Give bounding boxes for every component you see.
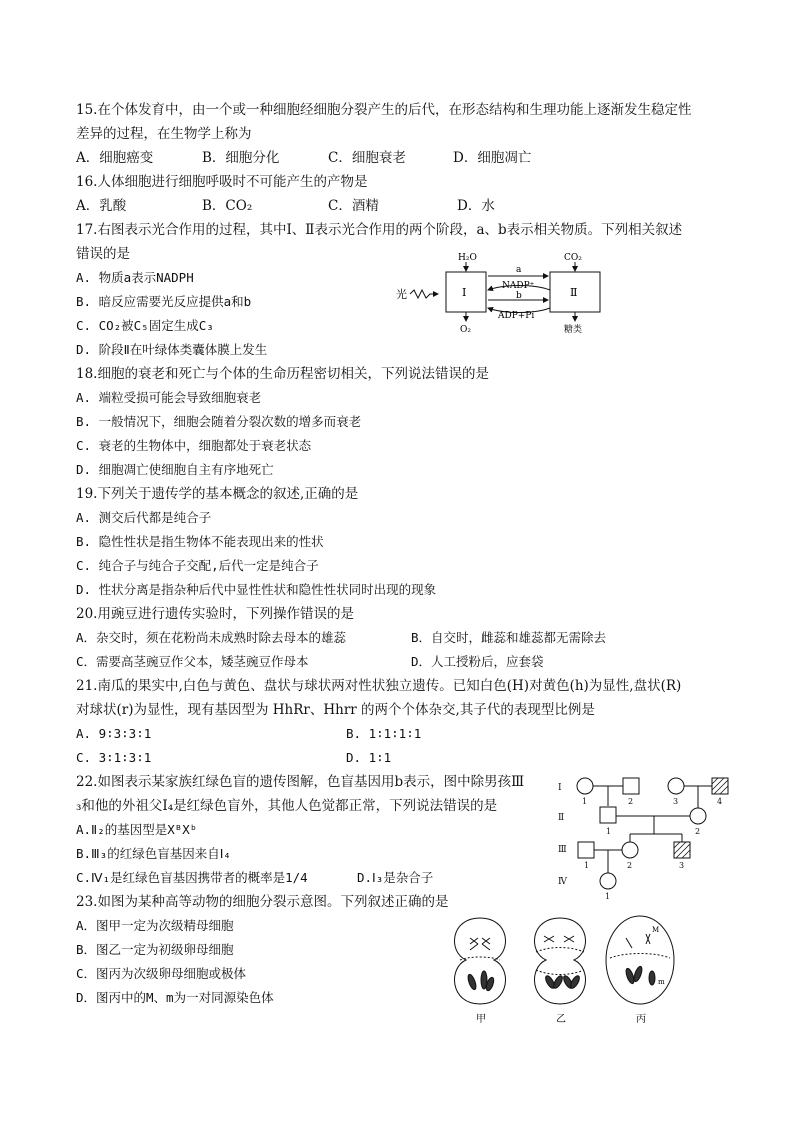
- q22-option-b: B.Ⅲ₃的红绿色盲基因来自Ⅰ₄: [76, 846, 231, 861]
- cell-jia: [454, 918, 505, 1004]
- q21-option-c: C. 3∶1∶3∶1: [76, 750, 152, 765]
- q21-stem-line1: 21.南瓜的果实中,白色与黄色、盘状与球状两对性状独立遗传。已知白色(H)对黄色(h)为显性,盘状(R): [76, 678, 682, 694]
- q22-stem-line1: 22.如图表示某家族红绿色盲的遗传图解，色盲基因用b表示，图中除男孩Ⅲ: [76, 774, 525, 790]
- q23-option-c: C．图丙为次级卵母细胞或极体: [76, 966, 247, 981]
- light-wave-arrow: [410, 290, 438, 298]
- gen3-num-1: 1: [584, 861, 590, 870]
- stage-1-label: Ⅰ: [462, 286, 467, 299]
- q23-option-b: B．图乙一定为初级卵母细胞: [76, 942, 234, 957]
- gen3-male-1: [578, 842, 594, 858]
- gen4-female-1: [600, 873, 616, 889]
- q16-option-c: C．酒精: [328, 198, 379, 214]
- q15-stem-line2: 差异的过程，在生物学上称为: [76, 126, 252, 142]
- q18-stem: 18.细胞的衰老和死亡与个体的生命历程密切相关，下列说法错误的是: [76, 366, 489, 382]
- h2o-label: H₂O: [458, 253, 477, 263]
- gen-4-label: Ⅳ: [558, 877, 567, 887]
- gen-3-label: Ⅲ: [558, 845, 567, 855]
- gen-2-label: Ⅱ: [558, 813, 565, 823]
- bing-label-M: M: [652, 926, 660, 934]
- label-yi: 乙: [556, 1014, 566, 1025]
- q21-option-a: A. 9∶3∶3∶1: [76, 726, 152, 741]
- q17-option-d: D. 阶段Ⅱ在叶绿体类囊体膜上发生: [76, 342, 268, 357]
- q21-option-d: D. 1∶1: [346, 750, 392, 765]
- q15-option-a: A．细胞癌变: [76, 150, 154, 166]
- pedigree-chart: [554, 770, 744, 910]
- q18-option-c: C. 衰老的生物体中，细胞都处于衰老状态: [76, 438, 312, 453]
- cell-yi: [534, 918, 585, 1004]
- gen4-num-1: 1: [605, 892, 611, 901]
- q19-option-c: C. 纯合子与纯合子交配,后代一定是纯合子: [76, 558, 319, 573]
- q23-stem: 23.如图为某种高等动物的细胞分裂示意图。下列叙述正确的是: [76, 894, 449, 910]
- gen1-male-2: [623, 778, 639, 794]
- a-label: a: [516, 265, 522, 275]
- q15-option-b: B．细胞分化: [202, 150, 280, 166]
- gen3-male-3-affected: [674, 842, 690, 858]
- q22-stem-line2: ₃和他的外祖父Ⅰ₄是红绿色盲外，其他人色觉都正常，下列说法错误的是: [76, 798, 498, 814]
- gen1-num-3: 3: [673, 797, 679, 806]
- q15-stem-line1: 15.在个体发育中，由一个或一种细胞经细胞分裂产生的后代，在形态结构和生理功能上逐渐发生稳定性: [76, 102, 692, 118]
- co2-label: CO₂: [564, 253, 582, 263]
- q21-stem-line2: 对球状(r)为显性，现有基因型为 HhRr、Hhrr 的两个个体杂交,其子代的表现型比例是: [76, 702, 595, 718]
- gen1-num-4: 4: [717, 797, 723, 806]
- gen2-male-1: [600, 807, 616, 823]
- gen2-num-1: 1: [606, 827, 612, 836]
- q17-option-a: A. 物质a表示NADPH: [76, 270, 194, 285]
- q22-option-c: C.Ⅳ₁是红绿色盲基因携带者的概率是1/4: [76, 870, 308, 885]
- q16-option-a: A．乳酸: [76, 198, 127, 214]
- q17-option-b: B. 暗反应需要光反应提供a和b: [76, 294, 252, 309]
- sugar-label: 糖类: [564, 325, 583, 335]
- gen1-num-1: 1: [582, 797, 588, 806]
- stage-2-label: Ⅱ: [570, 286, 578, 299]
- q18-option-a: A. 端粒受损可能会导致细胞衰老: [76, 390, 262, 405]
- gen1-female-1: [577, 778, 593, 794]
- gen2-female-2: [690, 808, 706, 824]
- q22-option-d: D.Ⅰ₃是杂合子: [357, 870, 434, 885]
- q17-stem-line1: 17.右图表示光合作用的过程，其中Ⅰ、Ⅱ表示光合作用的两个阶段，a、b表示相关物质。下列相关叙述: [76, 222, 683, 238]
- q19-option-a: A. 测交后代都是纯合子: [76, 510, 212, 525]
- q20-option-b: B．自交时，雌蕊和雄蕊都无需除去: [411, 630, 607, 645]
- label-jia: 甲: [476, 1014, 486, 1025]
- gen1-female-3: [668, 778, 684, 794]
- adp-label: ADP+Pi: [498, 311, 535, 321]
- gen1-num-2: 2: [628, 797, 634, 806]
- gen1-male-4-affected: [712, 778, 728, 794]
- q20-option-c: C．需要高茎豌豆作父本，矮茎豌豆作母本: [76, 654, 309, 669]
- gen3-num-2: 2: [627, 861, 633, 870]
- o2-label: O₂: [460, 325, 471, 335]
- gen2-num-2: 2: [695, 827, 701, 836]
- q22-option-a: A.Ⅱ₂的基因型是XᴮXᵇ: [76, 822, 198, 837]
- q20-option-d: D．人工授粉后，应套袋: [411, 654, 544, 669]
- q23-option-a: A．图甲一定为次级精母细胞: [76, 918, 234, 933]
- q16-stem: 16.人体细胞进行细胞呼吸时不可能产生的产物是: [76, 174, 368, 190]
- q15-option-c: C．细胞衰老: [328, 150, 406, 166]
- cell-bing: [606, 916, 674, 1004]
- q18-option-d: D. 细胞凋亡使细胞自主有序地死亡: [76, 462, 274, 477]
- q16-option-b: B．CO₂: [202, 198, 253, 214]
- q21-option-b: B. 1∶1∶1∶1: [346, 726, 422, 741]
- q17-option-c: C. CO₂被C₅固定生成C₃: [76, 318, 214, 333]
- q20-option-a: A．杂交时，须在花粉尚未成熟时除去母本的雄蕊: [76, 630, 347, 645]
- q19-stem: 19.下列关于遗传学的基本概念的叙述,正确的是: [76, 486, 359, 502]
- label-bing: 丙: [636, 1014, 646, 1025]
- q18-option-b: B. 一般情况下，细胞会随着分裂次数的增多而衰老: [76, 414, 362, 429]
- gen3-num-3: 3: [679, 861, 685, 870]
- q16-option-d: D．水: [457, 198, 495, 214]
- cell-division-figure: [440, 912, 680, 1028]
- gen-1-label: Ⅰ: [558, 783, 562, 793]
- q19-option-b: B. 隐性性状是指生物体不能表现出来的性状: [76, 534, 324, 549]
- photosynthesis-diagram: [394, 248, 614, 336]
- q23-option-d: D．图丙中的M、m为一对同源染色体: [76, 990, 274, 1005]
- q17-stem-line2: 错误的是: [76, 246, 130, 262]
- b-label: b: [516, 291, 522, 301]
- nadp-label: NADP⁺: [502, 281, 535, 291]
- q15-option-d: D．细胞凋亡: [453, 150, 532, 166]
- q20-stem: 20.用豌豆进行遗传实验时，下列操作错误的是: [76, 606, 354, 622]
- light-label: 光: [396, 288, 407, 301]
- bing-label-m: m: [658, 978, 665, 986]
- gen3-female-2: [622, 842, 638, 858]
- q19-option-d: D. 性状分离是指杂种后代中显性性状和隐性性状同时出现的现象: [76, 582, 437, 597]
